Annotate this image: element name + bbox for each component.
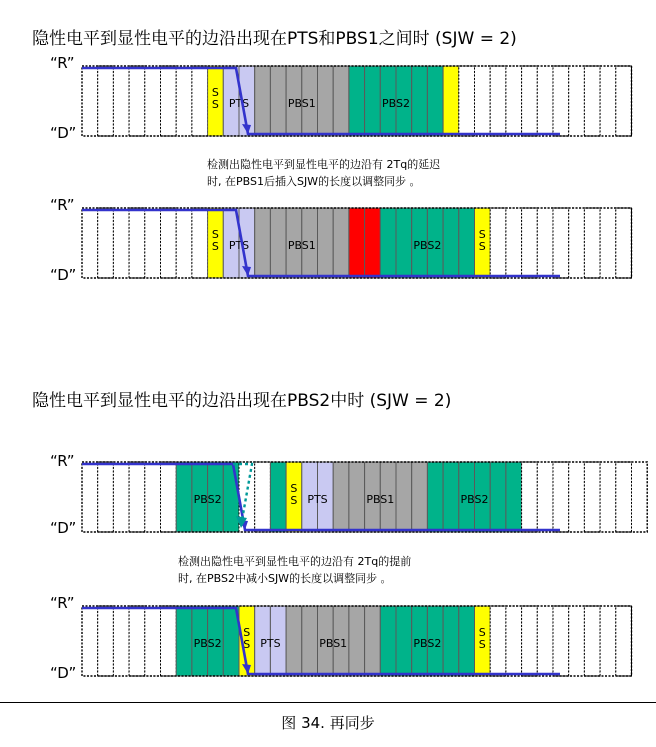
r2-tq-cell bbox=[98, 208, 114, 278]
r4-tq-cell bbox=[82, 606, 98, 676]
row3-r-label: “R” bbox=[50, 452, 75, 470]
r3-tq-cell bbox=[632, 462, 648, 532]
r4-tq-cell bbox=[537, 606, 553, 676]
r2-tq-cell bbox=[459, 208, 475, 278]
r4-tq-cell bbox=[176, 606, 192, 676]
row2-r-label: “R” bbox=[50, 196, 75, 214]
r2-tq-cell bbox=[82, 208, 98, 278]
r3-ss-label: S bbox=[290, 494, 298, 507]
r2-tq-cell bbox=[255, 208, 271, 278]
r1-tq-cell bbox=[365, 66, 381, 136]
r4-tq-cell bbox=[490, 606, 506, 676]
r2-ss-label: S bbox=[478, 228, 486, 241]
r1-segment-label: PBS1 bbox=[287, 97, 316, 110]
r4-segment-label: PTS bbox=[260, 637, 281, 650]
r2-segment-label: PBS2 bbox=[413, 239, 442, 252]
r2-tq-cell bbox=[129, 208, 145, 278]
caption-rule bbox=[0, 702, 656, 703]
r2-tq-cell bbox=[396, 208, 412, 278]
r4-segment-label: PBS2 bbox=[413, 637, 442, 650]
r2-tq-cell bbox=[443, 208, 459, 278]
r3-tq-cell bbox=[82, 462, 98, 532]
r3-segment-label: PTS bbox=[307, 493, 328, 506]
r3-tq-cell bbox=[569, 462, 585, 532]
r3-ss-label: S bbox=[290, 482, 298, 495]
r4-tq-cell bbox=[113, 606, 129, 676]
r2-tq-cell bbox=[176, 208, 192, 278]
r3-segment-label: PBS2 bbox=[193, 493, 222, 506]
r2-tq-cell bbox=[349, 208, 365, 278]
r2-ss-label: S bbox=[211, 240, 219, 253]
r3-tq-cell bbox=[396, 462, 412, 532]
section2-title: 隐性电平到显性电平的边沿出现在PBS2中时 (SJW = 2) bbox=[32, 391, 452, 411]
r1-tq-cell bbox=[349, 66, 365, 136]
section1-title: 隐性电平到显性电平的边沿出现在PTS和PBS1之间时 (SJW = 2) bbox=[32, 29, 517, 49]
r1-tq-cell bbox=[145, 66, 161, 136]
r2-tq-cell bbox=[600, 208, 616, 278]
r4-segment-label: PBS2 bbox=[193, 637, 222, 650]
r3-tq-cell bbox=[506, 462, 522, 532]
r4-tq-cell bbox=[365, 606, 381, 676]
section2-note-line2: 时, 在PBS2中减小SJW的长度以调整同步 。 bbox=[178, 572, 392, 585]
r4-tq-cell bbox=[522, 606, 538, 676]
r3-tq-cell bbox=[161, 462, 177, 532]
r2-tq-cell bbox=[318, 208, 334, 278]
r1-ss-label: S bbox=[211, 98, 219, 111]
r4-tq-cell bbox=[396, 606, 412, 676]
r2-tq-cell bbox=[537, 208, 553, 278]
r1-segment-label: PBS2 bbox=[382, 97, 410, 110]
r1-tq-cell bbox=[616, 66, 632, 136]
r1-tq-cell bbox=[553, 66, 569, 136]
r1-segment-label: PTS bbox=[228, 97, 250, 110]
r1-tq-cell bbox=[506, 66, 522, 136]
r3-tq-cell bbox=[349, 462, 365, 532]
r2-tq-cell bbox=[270, 208, 286, 278]
r3-tq-cell bbox=[255, 462, 271, 532]
r4-tq-cell bbox=[98, 606, 114, 676]
r1-tq-cell bbox=[459, 66, 475, 136]
r3-tq-cell bbox=[333, 462, 349, 532]
row1-d-label: “D” bbox=[50, 124, 77, 142]
r1-tq-cell bbox=[522, 66, 538, 136]
row1-r-label: “R” bbox=[50, 54, 75, 72]
r2-tq-cell bbox=[584, 208, 600, 278]
r2-tq-cell bbox=[365, 208, 381, 278]
r1-tq-cell bbox=[475, 66, 491, 136]
r1-tq-cell bbox=[569, 66, 585, 136]
r1-ss-label: S bbox=[211, 86, 219, 99]
r1-tq-cell bbox=[537, 66, 553, 136]
r3-tq-cell bbox=[616, 462, 632, 532]
r3-tq-cell bbox=[522, 462, 538, 532]
r4-tq-cell bbox=[161, 606, 177, 676]
row4-d-label: “D” bbox=[50, 664, 77, 682]
r1-tq-cell bbox=[98, 66, 114, 136]
r1-tq-cell bbox=[161, 66, 177, 136]
r2-ss-label: S bbox=[211, 228, 219, 241]
r3-tq-cell bbox=[223, 462, 239, 532]
r1-tq-cell bbox=[176, 66, 192, 136]
r3-tq-cell bbox=[129, 462, 145, 532]
r1-tq-cell bbox=[318, 66, 334, 136]
r3-tq-cell bbox=[537, 462, 553, 532]
r4-tq-cell bbox=[506, 606, 522, 676]
r2-ss-label: S bbox=[478, 240, 486, 253]
r1-tq-cell bbox=[129, 66, 145, 136]
r4-tq-cell bbox=[286, 606, 302, 676]
r3-tq-cell bbox=[584, 462, 600, 532]
r1-tq-cell bbox=[82, 66, 98, 136]
r4-tq-cell bbox=[145, 606, 161, 676]
r1-tq-cell bbox=[427, 66, 443, 136]
r4-tq-cell bbox=[349, 606, 365, 676]
r4-tq-cell bbox=[459, 606, 475, 676]
r2-tq-cell bbox=[506, 208, 522, 278]
row3-d-label: “D” bbox=[50, 519, 77, 537]
r2-tq-cell bbox=[380, 208, 396, 278]
r4-ss-label: S bbox=[243, 638, 251, 651]
r4-ss-label: S bbox=[478, 638, 486, 651]
figure-caption: 图 34. 再同步 bbox=[281, 714, 375, 732]
r4-tq-cell bbox=[569, 606, 585, 676]
r3-tq-cell bbox=[176, 462, 192, 532]
r1-tq-cell bbox=[333, 66, 349, 136]
r1-tq-cell bbox=[412, 66, 428, 136]
r4-tq-cell bbox=[600, 606, 616, 676]
r4-ss-label: S bbox=[478, 626, 486, 639]
r3-segment-label: PBS2 bbox=[460, 493, 489, 506]
r3-tq-cell bbox=[113, 462, 129, 532]
r3-tq-cell bbox=[600, 462, 616, 532]
section1-note-line1: 检测出隐性电平到显性电平的边沿有 2Tq的延迟 bbox=[207, 158, 441, 171]
r1-tq-cell bbox=[113, 66, 129, 136]
r1-tq-cell bbox=[192, 66, 208, 136]
r3-tq-cell bbox=[412, 462, 428, 532]
r2-tq-cell bbox=[113, 208, 129, 278]
r2-tq-cell bbox=[569, 208, 585, 278]
r4-tq-cell bbox=[302, 606, 318, 676]
r3-segment-label: PBS1 bbox=[366, 493, 395, 506]
r1-tq-cell bbox=[584, 66, 600, 136]
r3-tq-cell bbox=[270, 462, 286, 532]
r2-tq-cell bbox=[553, 208, 569, 278]
r1-tq-cell bbox=[443, 66, 459, 136]
r2-tq-cell bbox=[161, 208, 177, 278]
section1-note-line2: 时, 在PBS1后插入SJW的长度以调整同步 。 bbox=[207, 175, 421, 188]
r2-tq-cell bbox=[145, 208, 161, 278]
r4-tq-cell bbox=[129, 606, 145, 676]
r4-segment-label: PBS1 bbox=[319, 637, 348, 650]
r3-tq-cell bbox=[427, 462, 443, 532]
row2-d-label: “D” bbox=[50, 266, 77, 284]
r2-segment-label: PTS bbox=[228, 239, 250, 252]
r3-tq-cell bbox=[443, 462, 459, 532]
r1-tq-cell bbox=[255, 66, 271, 136]
r1-tq-cell bbox=[270, 66, 286, 136]
r3-tq-cell bbox=[98, 462, 114, 532]
r4-tq-cell bbox=[443, 606, 459, 676]
r3-tq-cell bbox=[553, 462, 569, 532]
r3-tq-cell bbox=[145, 462, 161, 532]
r2-tq-cell bbox=[522, 208, 538, 278]
r2-tq-cell bbox=[616, 208, 632, 278]
r1-tq-cell bbox=[490, 66, 506, 136]
r4-tq-cell bbox=[616, 606, 632, 676]
r4-tq-cell bbox=[380, 606, 396, 676]
r2-tq-cell bbox=[333, 208, 349, 278]
r4-tq-cell bbox=[584, 606, 600, 676]
section2-note-line1: 检测出隐性电平到显性电平的边沿有 2Tq的提前 bbox=[178, 555, 412, 568]
row4-r-label: “R” bbox=[50, 594, 75, 612]
r4-ss-label: S bbox=[243, 626, 251, 639]
r2-tq-cell bbox=[192, 208, 208, 278]
r2-segment-label: PBS1 bbox=[287, 239, 316, 252]
r3-tq-cell bbox=[490, 462, 506, 532]
r1-tq-cell bbox=[600, 66, 616, 136]
r4-tq-cell bbox=[553, 606, 569, 676]
r2-tq-cell bbox=[490, 208, 506, 278]
